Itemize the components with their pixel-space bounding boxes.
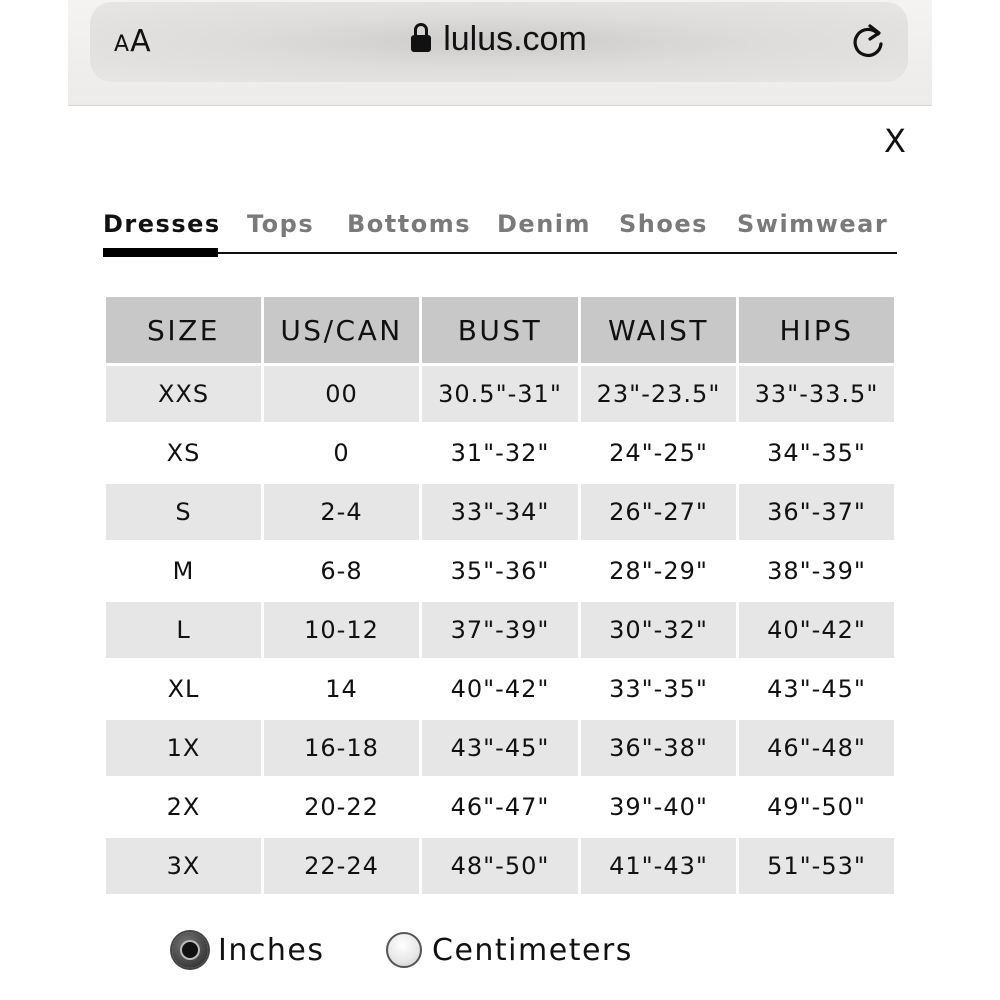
text-size-small-glyph: A (114, 32, 131, 57)
table-header-row (106, 297, 894, 363)
table-row (106, 838, 894, 894)
url-text[interactable]: lulus.com (443, 20, 587, 58)
browser-toolbar (68, 0, 932, 106)
cell-bust: 48"-50" (422, 838, 578, 894)
tab-denim[interactable]: Denim (497, 210, 592, 238)
cell-size: L (106, 602, 261, 658)
cell-hips: 49"-50" (767, 793, 866, 821)
cell-waist: 36"-38" (581, 720, 736, 776)
radio-centimeters[interactable] (386, 932, 422, 968)
cell-us-can: 22-24 (264, 838, 419, 894)
table-row (106, 425, 894, 481)
cell-bust: 33"-34" (422, 484, 578, 540)
cell-us-can: 20-22 (304, 793, 379, 821)
tab-bottoms[interactable]: Bottoms (347, 210, 472, 238)
cell-size: S (106, 484, 261, 540)
cell-hips: 40"-42" (739, 602, 894, 658)
cell-size: XS (166, 439, 201, 467)
cell-size: XL (167, 675, 200, 703)
close-icon[interactable]: X (884, 122, 906, 160)
cell-us-can: 00 (264, 366, 419, 422)
header-hips: HIPS (739, 297, 894, 363)
table-row (106, 661, 894, 717)
cell-waist: 30"-32" (581, 602, 736, 658)
cell-bust: 46"-47" (450, 793, 550, 821)
header-bust: BUST (422, 297, 578, 363)
cell-hips: 51"-53" (739, 838, 894, 894)
unit-label-inches: Inches (218, 932, 325, 968)
tab-tops[interactable]: Tops (247, 210, 315, 238)
cell-bust: 35"-36" (450, 557, 550, 585)
radio-inches[interactable] (172, 932, 208, 968)
table-row (106, 720, 894, 776)
header-size: SIZE (106, 297, 261, 363)
cell-size: 1X (106, 720, 261, 776)
table-row (106, 366, 894, 422)
cell-us-can: 0 (333, 439, 350, 467)
cell-hips: 36"-37" (739, 484, 894, 540)
cell-bust: 40"-42" (450, 675, 550, 703)
category-tabs (103, 210, 897, 258)
unit-option-centimeters[interactable] (386, 932, 633, 968)
cell-size: 3X (106, 838, 261, 894)
cell-hips: 33"-33.5" (739, 366, 894, 422)
cell-us-can: 16-18 (264, 720, 419, 776)
cell-bust: 30.5"-31" (422, 366, 578, 422)
cell-hips: 34"-35" (767, 439, 866, 467)
cell-size: XXS (106, 366, 261, 422)
header-us-can: US/CAN (264, 297, 419, 363)
cell-waist: 24"-25" (609, 439, 708, 467)
cell-size: M (172, 557, 195, 585)
cell-waist: 23"-23.5" (581, 366, 736, 422)
cell-waist: 41"-43" (581, 838, 736, 894)
cell-waist: 26"-27" (581, 484, 736, 540)
cell-hips: 43"-45" (767, 675, 866, 703)
address-bar[interactable] (90, 2, 908, 82)
cell-bust: 43"-45" (422, 720, 578, 776)
cell-hips: 46"-48" (739, 720, 894, 776)
reload-icon[interactable] (848, 22, 888, 62)
cell-hips: 38"-39" (767, 557, 866, 585)
table-row (106, 543, 894, 599)
cell-us-can: 10-12 (264, 602, 419, 658)
header-waist: WAIST (581, 297, 736, 363)
cell-us-can: 14 (325, 675, 358, 703)
cell-waist: 28"-29" (609, 557, 708, 585)
cell-waist: 33"-35" (609, 675, 708, 703)
cell-waist: 39"-40" (609, 793, 708, 821)
tabs-divider (103, 252, 897, 254)
tab-swimwear[interactable]: Swimwear (737, 210, 889, 238)
text-size-large-glyph: A (130, 24, 152, 59)
unit-label-centimeters: Centimeters (432, 932, 633, 968)
cell-us-can: 6-8 (320, 557, 363, 585)
lock-icon (411, 23, 431, 53)
table-row (106, 602, 894, 658)
cell-bust: 31"-32" (450, 439, 550, 467)
cell-us-can: 2-4 (264, 484, 419, 540)
table-row (106, 484, 894, 540)
cell-bust: 37"-39" (422, 602, 578, 658)
tab-shoes[interactable]: Shoes (619, 210, 708, 238)
active-tab-indicator (103, 248, 218, 257)
tab-dresses[interactable]: Dresses (103, 210, 221, 238)
table-row (106, 779, 894, 835)
cell-size: 2X (166, 793, 201, 821)
size-chart-table (103, 294, 897, 897)
unit-option-inches[interactable] (172, 932, 324, 968)
